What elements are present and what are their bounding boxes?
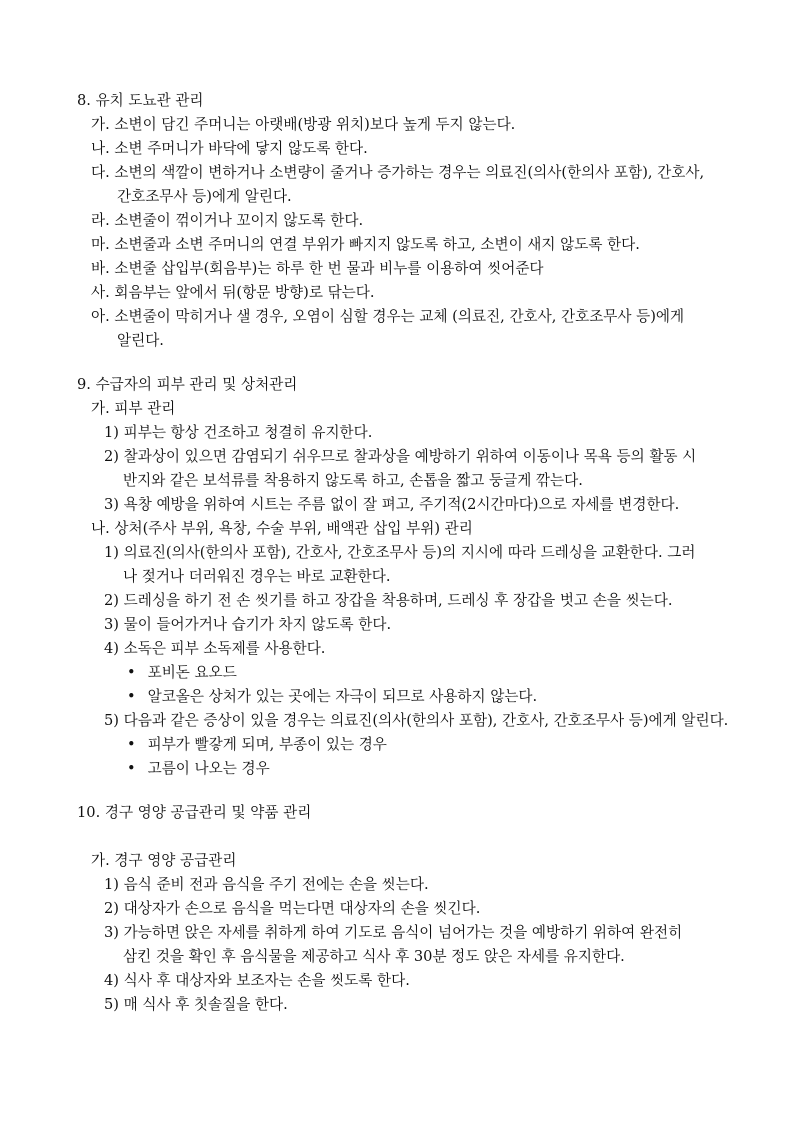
section-9-heading: 9. 수급자의 피부 관리 및 상처관리 <box>77 376 298 393</box>
section-8-item-sa: 사. 회음부는 앞에서 뒤(항문 방향)로 닦는다. <box>91 284 375 301</box>
section-9-b-item-1: 1) 의료진(의사(한의사 포함), 간호사, 간호조무사 등)의 지시에 따라 드레싱을 교환한다. 그러 <box>104 544 696 561</box>
section-9-bullet-pus: • 고름이 나오는 경우 <box>127 759 270 779</box>
section-9-a-item-2-cont: 반지와 같은 보석류를 착용하지 않도록 하고, 손톱을 짧고 둥글게 깎는다. <box>123 472 583 489</box>
section-9-bullet-redness: • 피부가 빨갛게 되며, 부종이 있는 경우 <box>127 735 387 755</box>
section-9-b-item-3: 3) 물이 들어가거나 습기가 차지 않도록 한다. <box>104 616 392 633</box>
section-8-heading: 8. 유치 도뇨관 관리 <box>77 92 204 109</box>
section-10-a-item-3: 3) 가능하면 앉은 자세를 취하게 하여 기도로 음식이 넘어가는 것을 예방하기 위하여 완전히 <box>104 924 683 941</box>
section-8-item-a: 아. 소변줄이 막히거나 샐 경우, 오염이 심할 경우는 교체 (의료진, 간호사, 간호조무사 등)에게 <box>91 308 685 325</box>
section-9-b-item-2: 2) 드레싱을 하기 전 손 씻기를 하고 장갑을 착용하며, 드레싱 후 장갑을 벗고 손을 씻는다. <box>104 592 673 609</box>
section-10-a-item-1: 1) 음식 준비 전과 음식을 주기 전에는 손을 씻는다. <box>104 876 429 893</box>
section-8-item-ga: 가. 소변이 담긴 주머니는 아랫배(방광 위치)보다 높게 두지 않는다. <box>91 116 516 133</box>
section-9-bullet-alcohol: • 알코올은 상처가 있는 곳에는 자극이 되므로 사용하지 않는다. <box>127 687 537 707</box>
section-10-heading: 10. 경구 영양 공급관리 및 약품 관리 <box>77 804 312 821</box>
section-8-item-da: 다. 소변의 색깔이 변하거나 소변량이 줄거나 증가하는 경우는 의료진(의사(한의사 포함), 간호사, <box>91 164 705 181</box>
section-10-a-item-5: 5) 매 식사 후 칫솔질을 한다. <box>104 996 288 1013</box>
section-10-a-item-4: 4) 식사 후 대상자와 보조자는 손을 씻도록 한다. <box>104 972 410 989</box>
section-9-b-item-5: 5) 다음과 같은 증상이 있을 경우는 의료진(의사(한의사 포함), 간호사, 간호조무사 등)에게 알린다. <box>104 712 729 729</box>
section-9-bullet-povidone: • 포비돈 요오드 <box>127 663 237 683</box>
section-9-sub-a: 가. 피부 관리 <box>91 400 176 417</box>
section-9-b-item-1-cont: 나 젖거나 더러워진 경우는 바로 교환한다. <box>123 568 391 585</box>
section-8-item-da-cont: 간호조무사 등)에게 알린다. <box>117 188 292 205</box>
section-8-item-ba: 바. 소변줄 삽입부(회음부)는 하루 한 번 물과 비누를 이용하여 씻어준다 <box>91 260 544 277</box>
section-8-item-ra: 라. 소변줄이 꺾이거나 꼬이지 않도록 한다. <box>91 212 364 229</box>
section-8-item-ma: 마. 소변줄과 소변 주머니의 연결 부위가 빠지지 않도록 하고, 소변이 새지 않도록 한다. <box>91 236 640 253</box>
section-10-sub-a: 가. 경구 영양 공급관리 <box>91 852 237 869</box>
section-8-item-na: 나. 소변 주머니가 바닥에 닿지 않도록 한다. <box>91 140 368 157</box>
section-9-a-item-2: 2) 찰과상이 있으면 감염되기 쉬우므로 찰과상을 예방하기 위하여 이동이나 목욕 등의 활동 시 <box>104 448 697 465</box>
section-10-a-item-3-cont: 삼킨 것을 확인 후 음식물을 제공하고 식사 후 30분 정도 앉은 자세를 유지한다. <box>123 948 625 965</box>
section-9-b-item-4: 4) 소독은 피부 소독제를 사용한다. <box>104 640 326 657</box>
section-9-a-item-3: 3) 욕창 예방을 위하여 시트는 주름 없이 잘 펴고, 주기적(2시간마다)으로 자세를 변경한다. <box>104 496 680 513</box>
section-9-a-item-1: 1) 피부는 항상 건조하고 청결히 유지한다. <box>104 424 373 441</box>
section-8-item-a-cont: 알린다. <box>117 332 164 349</box>
section-9-sub-b: 나. 상처(주사 부위, 욕창, 수술 부위, 배액관 삽입 부위) 관리 <box>91 520 473 537</box>
section-10-a-item-2: 2) 대상자가 손으로 음식을 먹는다면 대상자의 손을 씻긴다. <box>104 900 481 917</box>
